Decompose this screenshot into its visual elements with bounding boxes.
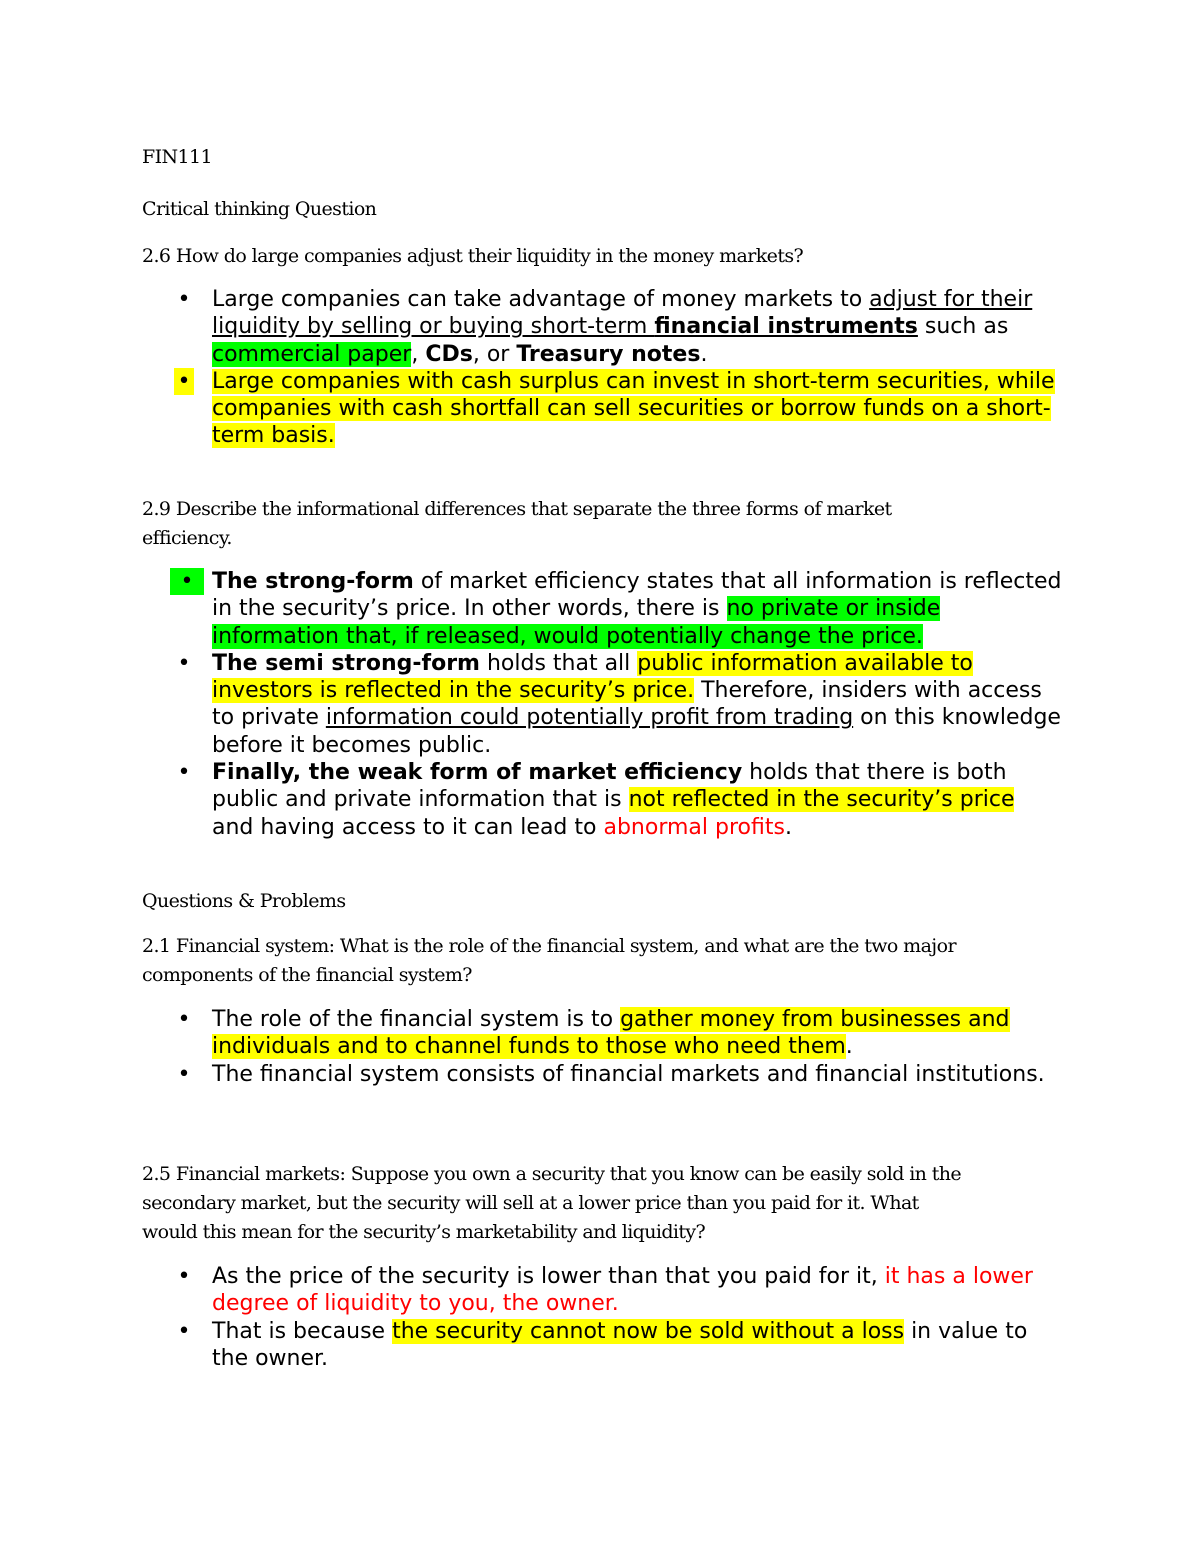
highlight-public-info: public information available to investors is reflected in the security’s price.	[212, 650, 973, 704]
highlight-commercial-paper: commercial paper	[212, 341, 412, 367]
answer-list-2-6	[142, 286, 1062, 450]
question-2-5: 2.5 Financial markets: Suppose you own a security that you know can be easily sold in the secondary market, but the security will sell at a lower price than you paid for it. What would this mean for the security’s marketability and liquidity?	[142, 1163, 962, 1243]
bullet-icon: •	[177, 650, 191, 676]
section-heading-critical-thinking: Critical thinking Question	[142, 198, 377, 220]
list-item: • The semi strong-form holds that all public information available to investors is reflected in the security’s price. Therefore, insiders with access to private information could potentially profit from trading on this knowledge before it becomes public.	[142, 650, 1062, 759]
highlight-cannot-be-sold: the security cannot now be sold without a loss	[392, 1318, 905, 1344]
bullet-icon: •	[177, 1318, 191, 1344]
highlight-no-private-info: no private or inside information that, if released, would potentially change the price.	[212, 596, 941, 649]
red-lower-liquidity: it has a lower degree of liquidity to you, the owner.	[212, 1264, 1033, 1317]
list-item: • The role of the financial system is to gather money from businesses and individuals and to channel funds to those who need them.	[142, 1006, 1062, 1061]
course-code: FIN111	[142, 146, 212, 168]
bullet-icon: •	[174, 368, 194, 395]
answer-list-2-5	[142, 1263, 1062, 1372]
bullet-icon: •	[170, 568, 204, 595]
list-item	[142, 368, 1062, 450]
list-item: • The financial system consists of financial markets and financial institutions.	[142, 1061, 1062, 1088]
question-2-1: 2.1 Financial system: What is the role of the financial system, and what are the two major components of the financial system?	[142, 935, 956, 986]
list-item: • Large companies can take advantage of money markets to adjust for their liquidity by selling or buying short-term financial instruments such as commercial paper, CDs, or Treasury notes.	[142, 286, 1062, 368]
bullet-icon: •	[177, 1007, 191, 1032]
list-item: • That is because the security cannot now be sold without a loss in value to the owner.	[142, 1318, 1062, 1373]
highlight-not-reflected: not reflected in the security’s price	[628, 787, 1015, 813]
question-2-9: 2.9 Describe the informational differences that separate the three forms of market efficiency.	[142, 498, 892, 549]
highlight-gather-money: gather money from businesses and individuals and to channel funds to those who need them	[212, 1007, 1010, 1060]
list-item: • Finally, the weak form of market efficiency holds that there is both public and private information that is not reflected in the security’s price and having access to it can lead to abnormal profits.	[142, 759, 1062, 841]
bullet-icon: •	[177, 287, 191, 312]
list-item: • The strong-form of market efficiency states that all information is reflected in the security’s price. In other words, there is no private or inside information that, if released, would potentially change the price.	[142, 568, 1062, 650]
bullet-icon: •	[177, 1061, 191, 1087]
highlight-cash-surplus: Large companies with cash surplus can invest in short-term securities, while companies with cash shortfall can sell securities or borrow funds on a short-term basis.	[212, 368, 1055, 449]
bullet-icon: •	[177, 1264, 191, 1289]
answer-list-2-1	[142, 1006, 1062, 1088]
bullet-icon: •	[177, 760, 191, 786]
section-heading-questions-problems: Questions & Problems	[142, 890, 346, 912]
question-2-6: 2.6 How do large companies adjust their liquidity in the money markets?	[142, 245, 804, 267]
red-abnormal-profits: abnormal profits	[603, 814, 785, 840]
list-item: • As the price of the security is lower than that you paid for it, it has a lower degree of liquidity to you, the owner.	[142, 1263, 1062, 1318]
answer-list-2-9	[142, 568, 1062, 841]
